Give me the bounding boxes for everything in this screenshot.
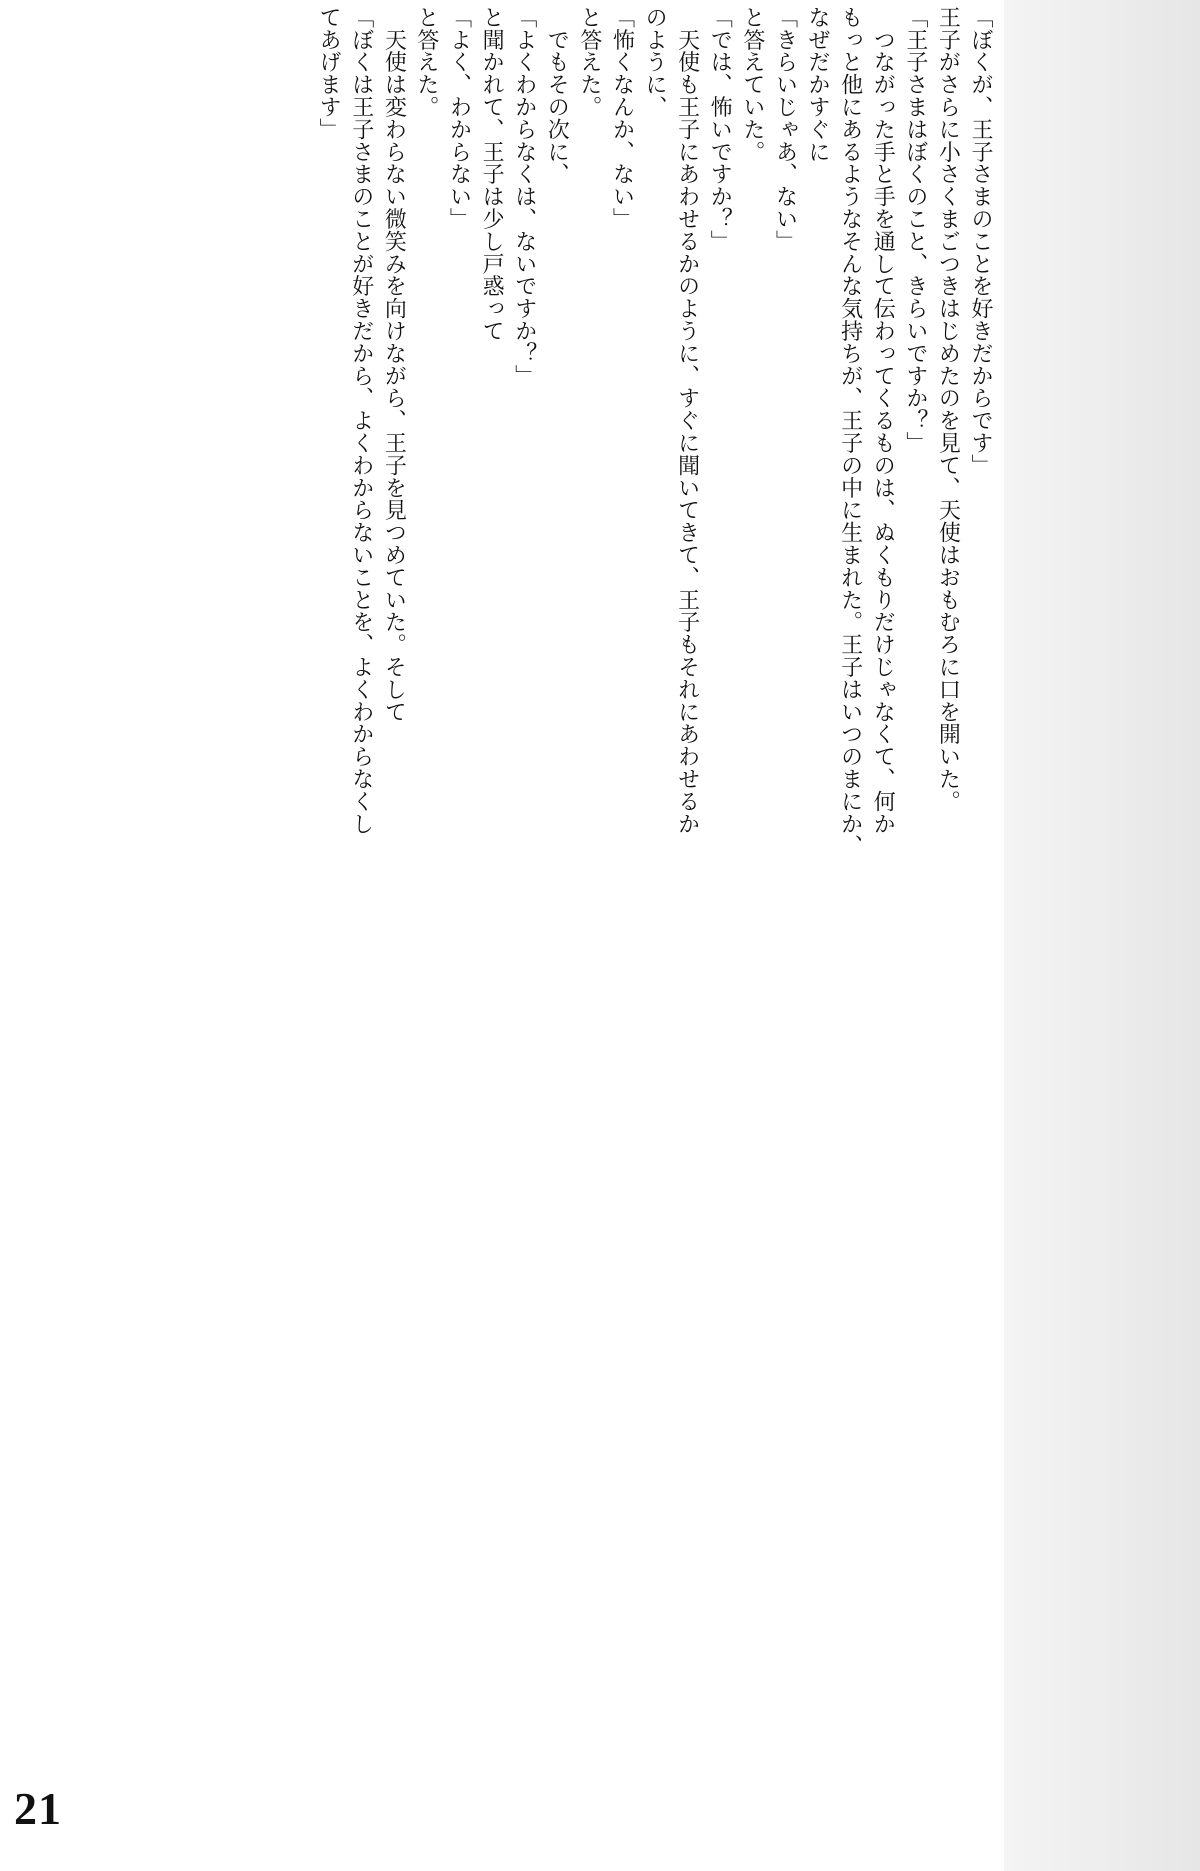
text-column: と答えた。 [413,6,439,118]
text-column: 「王子さまはぼくのこと、きらいですか？」 [902,6,928,454]
text-column: もっと他にあるようなそんな気持ちが、王子の中に生まれた。王子はいつのまにか、 [837,6,863,858]
text-column: のように、 [642,6,668,118]
text-column: てあげます」 [316,6,342,141]
text-column: 「ぼくが、王子さまのことを好きだからです」 [968,6,993,477]
text-column: と答えていた。 [739,6,765,163]
text-column: 「よくわからなくは、ないですか？」 [511,6,537,387]
text-column: と答えた。 [576,6,602,118]
text-column: なぜだかすぐに [805,6,831,163]
text-column: でもその次に、 [544,6,570,186]
text-block-top [312,6,996,866]
text-column: つながった手と手を通して伝わってくるものは、ぬくもりだけじゃなくて、何か [870,6,896,835]
text-column: 「ぼくは王子さまのことが好きだから、よくわからないことを、よくわからなくし [348,6,374,835]
text-column: 「では、怖いですか？」 [707,6,733,253]
text-column: 天使は変わらない微笑みを向けながら、王子を見つめていた。そして [381,6,407,723]
text-column: 「きらいじゃあ、ない」 [772,6,798,253]
page-number: 21 [14,1783,62,1834]
text-column: 王子がさらに小さくまごつきはじめたのを見て、天使はおもむろに口を開いた。 [935,6,961,813]
scan-edge-shadow [1004,0,1200,1871]
text-column: と聞かれて、王子は少し戸惑って [479,6,505,342]
text-column: 「怖くなんか、ない」 [609,6,635,230]
text-column: 「よく、わからない」 [446,6,472,230]
text-column: 天使も王子にあわせるかのように、すぐに聞いてきて、王子もそれにあわせるか [674,6,700,835]
